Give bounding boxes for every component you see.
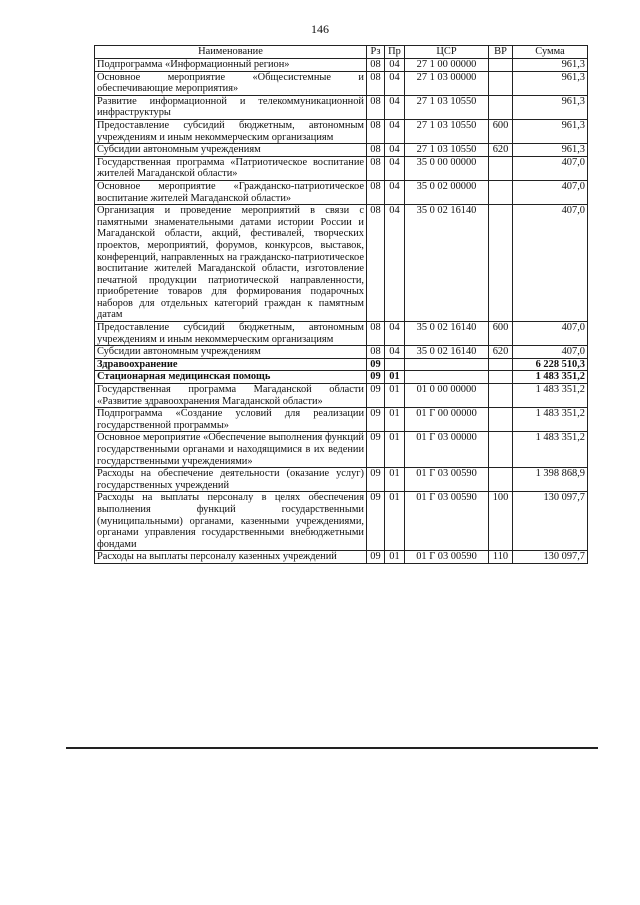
cell-vr: 100 bbox=[489, 492, 513, 551]
cell-rz: 08 bbox=[367, 119, 385, 143]
cell-rz: 09 bbox=[367, 468, 385, 492]
cell-name: Подпрограмма «Создание условий для реализации государственной программы» bbox=[95, 408, 367, 432]
table-row bbox=[95, 358, 588, 371]
cell-rz: 09 bbox=[367, 371, 385, 384]
cell-vr bbox=[489, 371, 513, 384]
table-row bbox=[95, 59, 588, 72]
cell-csr: 27 1 00 00000 bbox=[405, 59, 489, 72]
cell-vr: 600 bbox=[489, 322, 513, 346]
table-row bbox=[95, 432, 588, 468]
cell-csr: 27 1 03 10550 bbox=[405, 119, 489, 143]
header-csr: ЦСР bbox=[405, 46, 489, 59]
cell-sum: 407,0 bbox=[513, 346, 588, 359]
cell-csr bbox=[405, 371, 489, 384]
cell-name: Здравоохранение bbox=[95, 358, 367, 371]
cell-csr: 35 0 00 00000 bbox=[405, 156, 489, 180]
cell-rz: 08 bbox=[367, 71, 385, 95]
cell-pr bbox=[385, 358, 405, 371]
cell-name: Государственная программа Магаданской области «Развитие здравоохранения Магаданской области» bbox=[95, 384, 367, 408]
table-header-row bbox=[95, 46, 588, 59]
cell-rz: 09 bbox=[367, 408, 385, 432]
cell-name: Расходы на выплаты персоналу в целях обеспечения выполнения функций государственными (муниципальными) органами, казенными учреждениями, органами управления государственными внебюджетными фондами bbox=[95, 492, 367, 551]
cell-vr bbox=[489, 468, 513, 492]
cell-csr: 35 0 02 00000 bbox=[405, 180, 489, 204]
cell-csr: 01 Г 00 00000 bbox=[405, 408, 489, 432]
table-row bbox=[95, 468, 588, 492]
cell-vr bbox=[489, 71, 513, 95]
cell-vr bbox=[489, 384, 513, 408]
cell-name: Субсидии автономным учреждениям bbox=[95, 346, 367, 359]
cell-sum: 1 398 868,9 bbox=[513, 468, 588, 492]
cell-pr: 04 bbox=[385, 180, 405, 204]
cell-vr: 110 bbox=[489, 551, 513, 564]
cell-rz: 09 bbox=[367, 551, 385, 564]
header-sum: Сумма bbox=[513, 46, 588, 59]
cell-name: Стационарная медицинская помощь bbox=[95, 371, 367, 384]
cell-rz: 08 bbox=[367, 59, 385, 72]
cell-pr: 04 bbox=[385, 95, 405, 119]
cell-sum: 407,0 bbox=[513, 205, 588, 322]
cell-rz: 08 bbox=[367, 95, 385, 119]
header-name: Наименование bbox=[95, 46, 367, 59]
cell-sum: 407,0 bbox=[513, 156, 588, 180]
cell-rz: 08 bbox=[367, 180, 385, 204]
cell-name: Основное мероприятие «Гражданско-патриотическое воспитание жителей Магаданской области» bbox=[95, 180, 367, 204]
cell-sum: 961,3 bbox=[513, 59, 588, 72]
cell-vr: 620 bbox=[489, 144, 513, 157]
cell-name: Подпрограмма «Информационный регион» bbox=[95, 59, 367, 72]
cell-rz: 08 bbox=[367, 205, 385, 322]
cell-csr: 01 Г 03 00590 bbox=[405, 492, 489, 551]
cell-name: Основное мероприятие «Обеспечение выполнения функций государственными органами и находящимися в их ведении государственными учреждениями» bbox=[95, 432, 367, 468]
table-row bbox=[95, 205, 588, 322]
cell-csr bbox=[405, 358, 489, 371]
cell-rz: 08 bbox=[367, 322, 385, 346]
table-row bbox=[95, 492, 588, 551]
table-row bbox=[95, 180, 588, 204]
cell-pr: 04 bbox=[385, 119, 405, 143]
cell-name: Государственная программа «Патриотическое воспитание жителей Магаданской области» bbox=[95, 156, 367, 180]
cell-sum: 130 097,7 bbox=[513, 492, 588, 551]
cell-pr: 01 bbox=[385, 384, 405, 408]
cell-pr: 04 bbox=[385, 59, 405, 72]
cell-csr: 35 0 02 16140 bbox=[405, 322, 489, 346]
cell-pr: 04 bbox=[385, 156, 405, 180]
table-row bbox=[95, 371, 588, 384]
cell-csr: 27 1 03 00000 bbox=[405, 71, 489, 95]
cell-sum: 407,0 bbox=[513, 180, 588, 204]
cell-sum: 961,3 bbox=[513, 71, 588, 95]
cell-csr: 35 0 02 16140 bbox=[405, 205, 489, 322]
table-row bbox=[95, 551, 588, 564]
cell-sum: 961,3 bbox=[513, 119, 588, 143]
cell-pr: 01 bbox=[385, 371, 405, 384]
table-row bbox=[95, 322, 588, 346]
cell-pr: 04 bbox=[385, 205, 405, 322]
cell-rz: 08 bbox=[367, 144, 385, 157]
cell-name: Предоставление субсидий бюджетным, автономным учреждениям и иным некоммерческим организациям bbox=[95, 119, 367, 143]
cell-vr bbox=[489, 180, 513, 204]
cell-name: Организация и проведение мероприятий в связи с памятными знаменательными датами истории России и Магаданской области, акций, фестивалей, творческих проектов, мероприятий, форумов, конкурсов, выставок, конференций, направленных на гражданско-патриотическое воспитание жителей Магаданской области, изготовление печатной продукции патриотической направленности, приобретение товаров для формирования подарочных наборов для отдельных категорий граждан к памятным датам bbox=[95, 205, 367, 322]
cell-vr bbox=[489, 408, 513, 432]
table-row bbox=[95, 71, 588, 95]
cell-rz: 09 bbox=[367, 432, 385, 468]
cell-name: Расходы на обеспечение деятельности (оказание услуг) государственных учреждений bbox=[95, 468, 367, 492]
cell-pr: 01 bbox=[385, 551, 405, 564]
cell-pr: 01 bbox=[385, 468, 405, 492]
table-row bbox=[95, 346, 588, 359]
cell-sum: 1 483 351,2 bbox=[513, 432, 588, 468]
cell-name: Расходы на выплаты персоналу казенных учреждений bbox=[95, 551, 367, 564]
cell-vr bbox=[489, 95, 513, 119]
cell-sum: 961,3 bbox=[513, 95, 588, 119]
cell-sum: 130 097,7 bbox=[513, 551, 588, 564]
cell-rz: 09 bbox=[367, 492, 385, 551]
cell-csr: 27 1 03 10550 bbox=[405, 144, 489, 157]
cell-rz: 08 bbox=[367, 156, 385, 180]
header-rz: Рз bbox=[367, 46, 385, 59]
cell-vr bbox=[489, 156, 513, 180]
cell-pr: 04 bbox=[385, 144, 405, 157]
cell-rz: 09 bbox=[367, 384, 385, 408]
cell-sum: 1 483 351,2 bbox=[513, 408, 588, 432]
cell-pr: 04 bbox=[385, 71, 405, 95]
cell-csr: 27 1 03 10550 bbox=[405, 95, 489, 119]
page-number: 146 bbox=[311, 22, 329, 36]
cell-vr: 620 bbox=[489, 346, 513, 359]
table-row bbox=[95, 95, 588, 119]
cell-pr: 04 bbox=[385, 322, 405, 346]
cell-sum: 961,3 bbox=[513, 144, 588, 157]
cell-sum: 6 228 510,3 bbox=[513, 358, 588, 371]
cell-csr: 01 Г 03 00000 bbox=[405, 432, 489, 468]
cell-pr: 01 bbox=[385, 432, 405, 468]
cell-sum: 1 483 351,2 bbox=[513, 371, 588, 384]
table-row bbox=[95, 408, 588, 432]
table-row bbox=[95, 156, 588, 180]
cell-pr: 01 bbox=[385, 408, 405, 432]
cell-vr bbox=[489, 59, 513, 72]
cell-name: Основное мероприятие «Общесистемные и обеспечивающие мероприятия» bbox=[95, 71, 367, 95]
cell-name: Субсидии автономным учреждениям bbox=[95, 144, 367, 157]
cell-name: Развитие информационной и телекоммуникационной инфраструктуры bbox=[95, 95, 367, 119]
cell-csr: 01 Г 03 00590 bbox=[405, 468, 489, 492]
cell-csr: 01 0 00 00000 bbox=[405, 384, 489, 408]
cell-vr bbox=[489, 358, 513, 371]
budget-table bbox=[94, 45, 588, 564]
header-pr: Пр bbox=[385, 46, 405, 59]
cell-name: Предоставление субсидий бюджетным, автономным учреждениям и иным некоммерческим организациям bbox=[95, 322, 367, 346]
cell-pr: 04 bbox=[385, 346, 405, 359]
table-row bbox=[95, 384, 588, 408]
cell-vr bbox=[489, 205, 513, 322]
cell-sum: 407,0 bbox=[513, 322, 588, 346]
table-row bbox=[95, 119, 588, 143]
cell-vr: 600 bbox=[489, 119, 513, 143]
cell-rz: 09 bbox=[367, 358, 385, 371]
footer-rule bbox=[66, 747, 598, 749]
cell-csr: 01 Г 03 00590 bbox=[405, 551, 489, 564]
header-vr: ВР bbox=[489, 46, 513, 59]
cell-pr: 01 bbox=[385, 492, 405, 551]
cell-sum: 1 483 351,2 bbox=[513, 384, 588, 408]
table-row bbox=[95, 144, 588, 157]
cell-csr: 35 0 02 16140 bbox=[405, 346, 489, 359]
cell-vr bbox=[489, 432, 513, 468]
cell-rz: 08 bbox=[367, 346, 385, 359]
